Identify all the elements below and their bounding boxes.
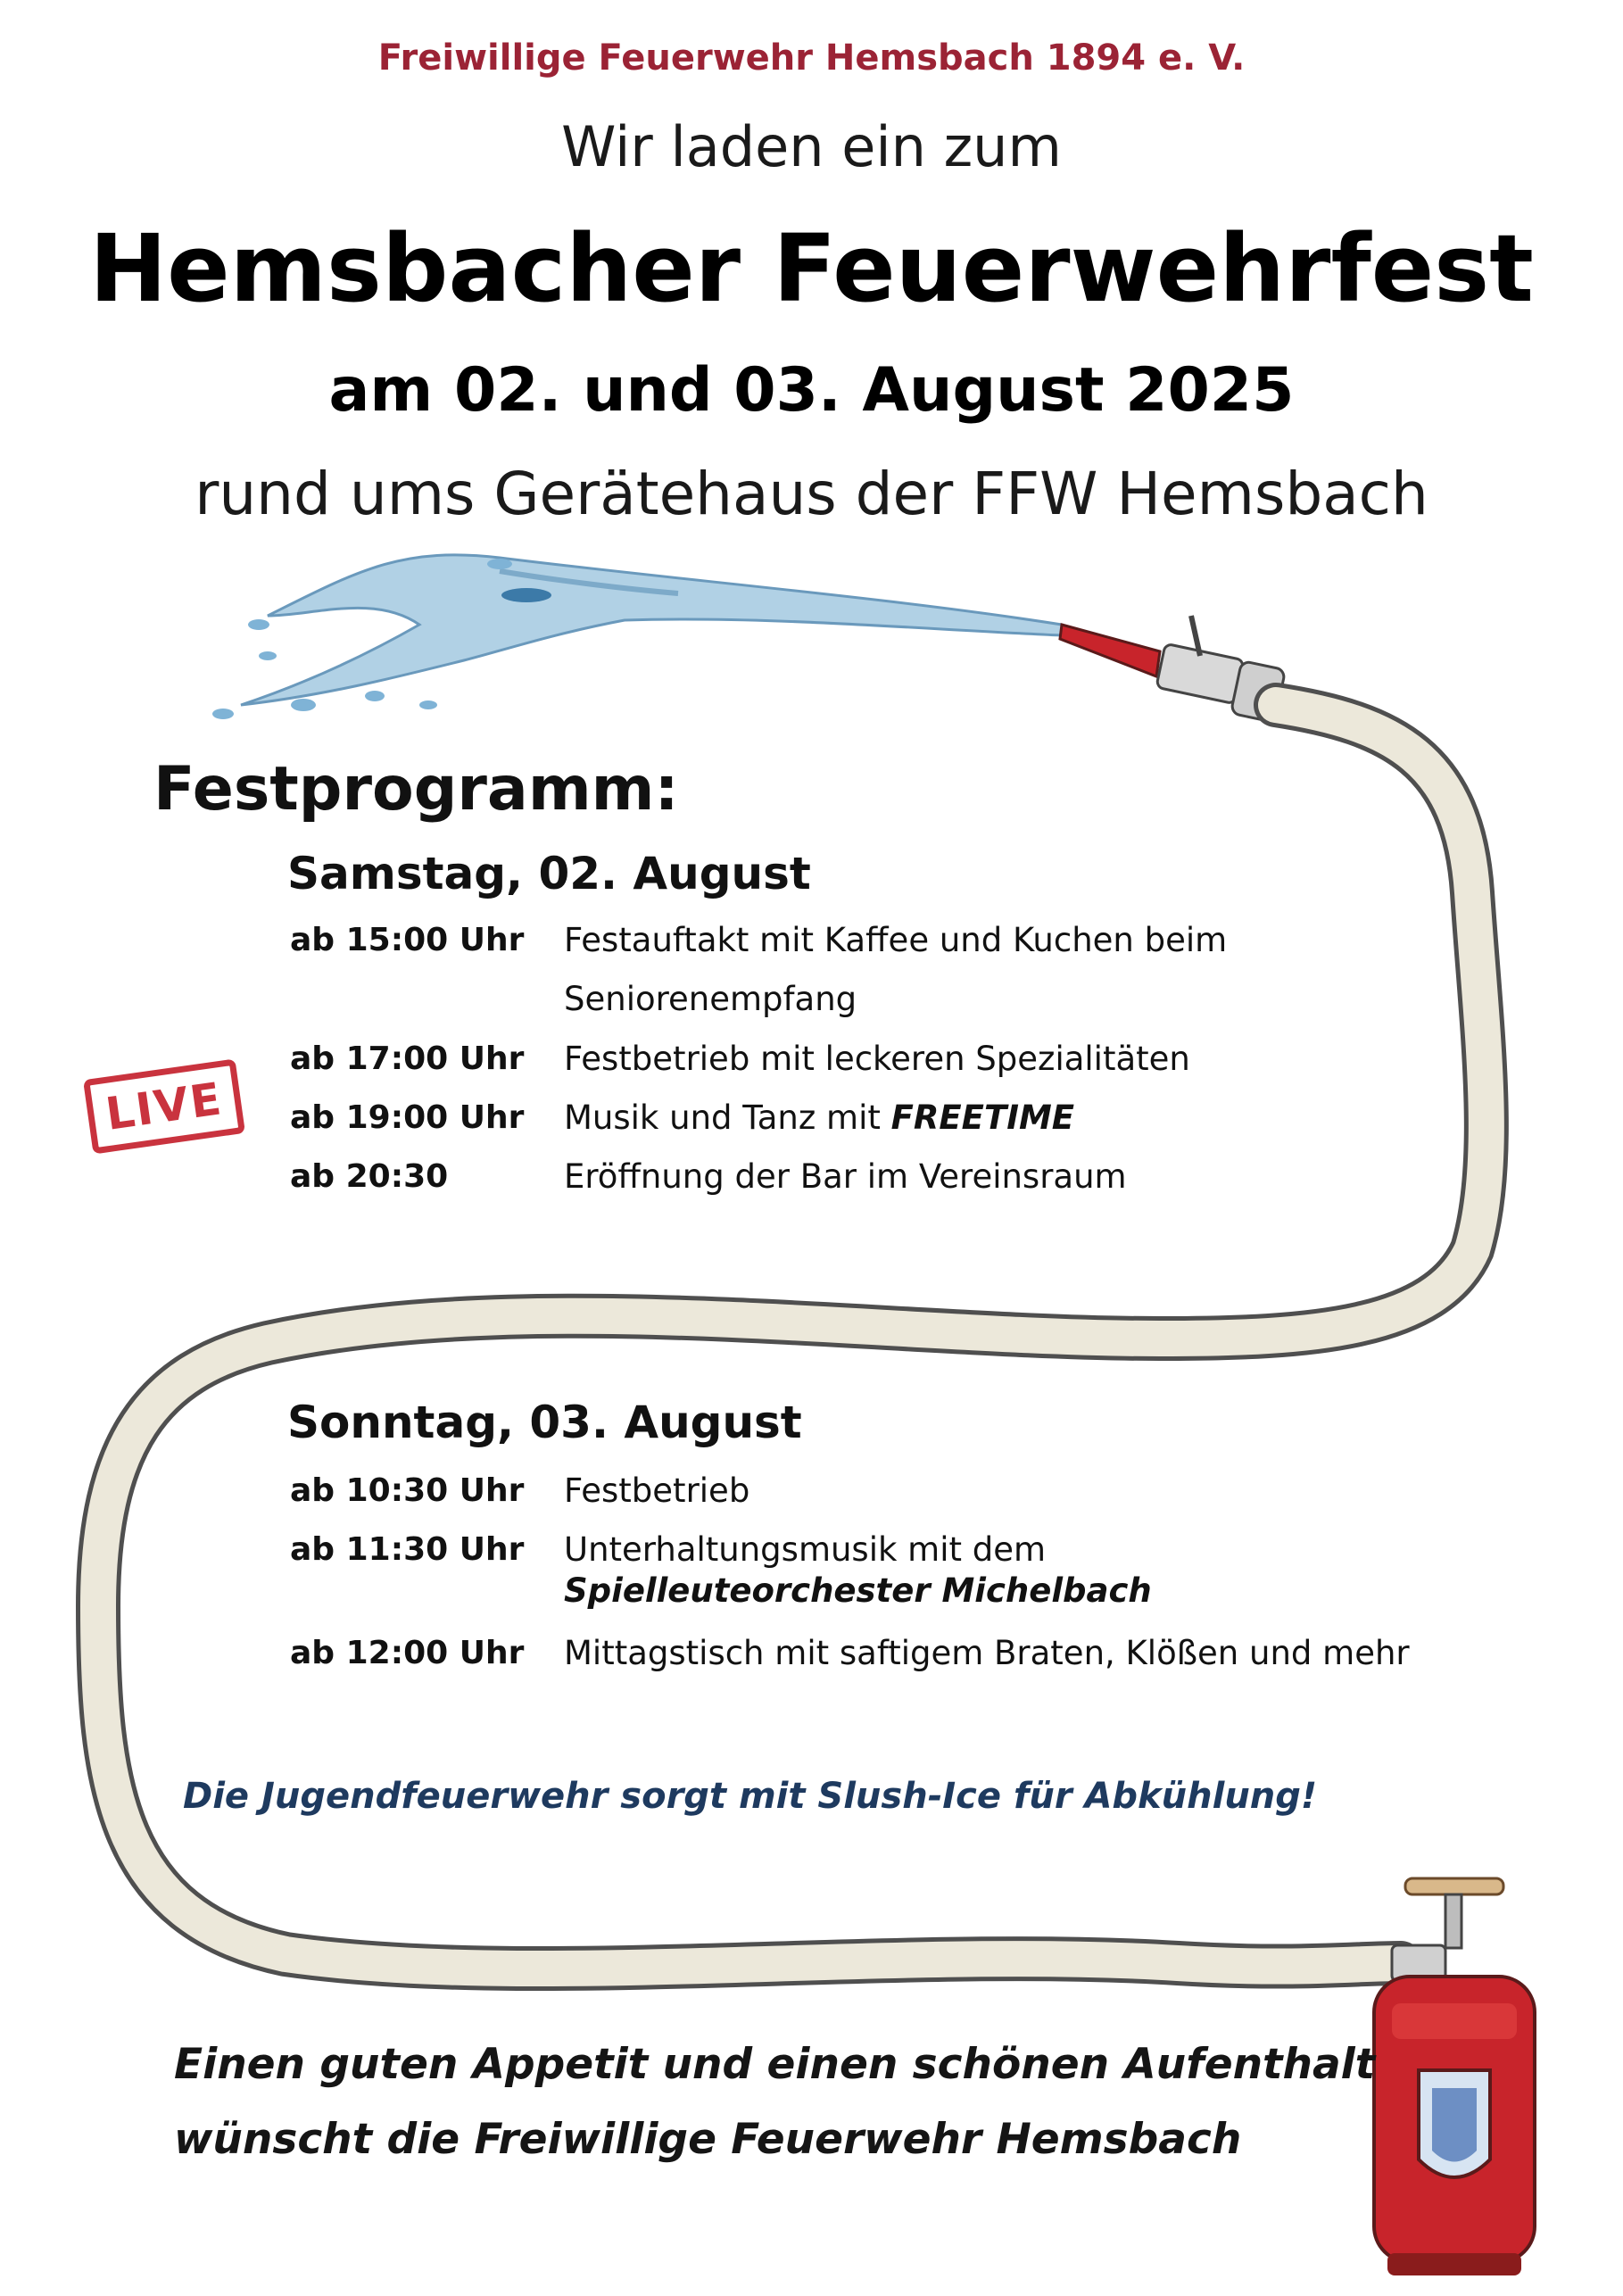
- schedule-time: ab 20:30: [290, 1158, 449, 1195]
- schedule-text-line: Festauftakt mit Kaffee und Kuchen beim: [564, 921, 1228, 959]
- closing-line-2: wünscht die Freiwillige Feuerwehr Hemsbach: [174, 2115, 1242, 2164]
- hose-nozzle-icon: [1060, 616, 1286, 723]
- fire-extinguisher-icon: [1374, 1878, 1535, 2275]
- organization-name: Freiwillige Feuerwehr Hemsbach 1894 e. V.: [377, 37, 1246, 79]
- event-venue: rund ums Gerätehaus der FFW Hemsbach: [195, 460, 1428, 528]
- schedule-text-line: Unterhaltungsmusik mit dem: [564, 1530, 1047, 1569]
- schedule-text: Eröffnung der Bar im Vereinsraum: [564, 1157, 1127, 1196]
- event-title: Hemsbacher Feuerwehrfest: [89, 214, 1534, 323]
- schedule-text: [564, 1098, 1438, 1139]
- schedule-text: [564, 920, 1438, 961]
- event-date: am 02. und 03. August 2025: [328, 355, 1295, 426]
- schedule-time: ab 11:30 Uhr: [290, 1531, 525, 1568]
- schedule-time: ab 17:00 Uhr: [290, 1040, 525, 1077]
- schedule-time: ab 19:00 Uhr: [290, 1099, 525, 1136]
- youth-note: Die Jugendfeuerwehr sorgt mit Slush-Ice für Abkühlung!: [183, 1776, 1318, 1817]
- schedule-text: Mittagstisch mit saftigem Braten, Klößen und mehr: [564, 1634, 1410, 1672]
- closing-line-1: Einen guten Appetit und einen schönen Aufenthalt: [174, 2040, 1376, 2089]
- program-heading: Festprogramm:: [153, 754, 679, 825]
- orchestra-name: Spielleuteorchester Michelbach: [564, 1571, 1152, 1611]
- schedule-text-line: Musik und Tanz mit: [564, 1098, 891, 1137]
- saturday-heading: Samstag, 02. August: [287, 848, 811, 899]
- live-stamp-icon: LIVE: [83, 1058, 245, 1154]
- water-spray-icon: [212, 555, 1062, 719]
- sunday-heading: Sonntag, 03. August: [287, 1397, 802, 1448]
- schedule-time: ab 15:00 Uhr: [290, 922, 525, 958]
- schedule-time: ab 10:30 Uhr: [290, 1472, 525, 1509]
- schedule-text: Festbetrieb mit leckeren Spezialitäten: [564, 1040, 1190, 1078]
- schedule-text: [564, 1529, 1420, 1612]
- schedule-text: Festbetrieb: [564, 1471, 750, 1510]
- band-name: FREETIME: [890, 1098, 1075, 1137]
- schedule-text-continued: Seniorenempfang: [564, 980, 857, 1018]
- invitation-line: Wir laden ein zum: [561, 114, 1062, 179]
- schedule-time: ab 12:00 Uhr: [290, 1635, 525, 1671]
